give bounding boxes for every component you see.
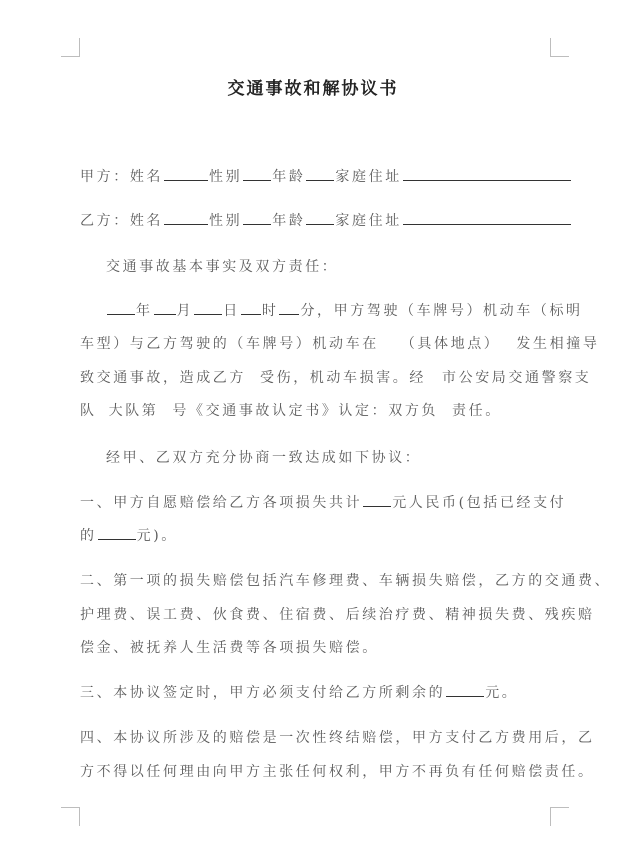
clause-2-line-3: 偿金、被抚养人生活费等各项损失赔偿。 xyxy=(80,640,379,656)
gender-label: 性别 xyxy=(209,213,243,229)
page-corner-mark-top-left xyxy=(61,38,80,57)
facts-line-1 xyxy=(106,300,583,321)
facts-text: 受伤，机动车损害。经 xyxy=(260,370,426,386)
party-b-name-field[interactable] xyxy=(164,210,208,225)
facts-text: 队 xyxy=(80,403,97,419)
clause-text: 元人民币(包括已经支付 xyxy=(392,495,567,511)
minute-field[interactable] xyxy=(279,300,299,315)
facts-heading: 交通事故基本事实及双方责任： xyxy=(106,259,339,275)
document-title: 交通事故和解协议书 xyxy=(227,79,399,99)
party-a-name-field[interactable] xyxy=(164,166,208,181)
hour-label: 时 xyxy=(261,303,279,319)
remaining-amount-field[interactable] xyxy=(446,682,484,697)
party-b-age-field[interactable] xyxy=(306,210,334,225)
party-b-line xyxy=(80,210,572,231)
hour-field[interactable] xyxy=(241,300,261,315)
address-label: 家庭住址 xyxy=(335,169,402,185)
party-a-gender-field[interactable] xyxy=(243,166,271,181)
name-label: 姓名 xyxy=(129,169,164,185)
gender-label: 性别 xyxy=(209,169,243,185)
facts-text: 发生相撞导 xyxy=(516,336,600,352)
day-label: 日 xyxy=(223,303,240,319)
party-b-label: 乙方： xyxy=(80,213,130,229)
facts-text: ，甲方驾驶（车牌号）机动车（标明 xyxy=(317,303,583,319)
year-label: 年 xyxy=(136,303,153,319)
clause-text: 的 xyxy=(80,528,97,544)
facts-line-3 xyxy=(80,368,591,388)
clause-2-line-2: 护理费、误工费、伙食费、住宿费、后续治疗费、精神损失费、残疾赔 xyxy=(80,607,595,623)
address-label: 家庭住址 xyxy=(335,213,402,229)
clause-2-line-1: 二、第一项的损失赔偿包括汽车修理费、车辆损失赔偿，乙方的交通费、 xyxy=(80,573,612,589)
total-amount-field[interactable] xyxy=(363,492,391,507)
party-a-line xyxy=(80,166,572,187)
month-label: 月 xyxy=(176,303,194,319)
clause-text: 一、甲方自愿赔偿给乙方各项损失共计 xyxy=(80,495,363,511)
facts-text: 致交通事故，造成乙方 xyxy=(80,370,246,386)
clause-text: 元。 xyxy=(485,685,519,701)
clause-4-line-2: 方不得以任何理由向甲方主张任何权利，甲方不再负有任何赔偿责任。 xyxy=(80,764,595,780)
agreement-intro: 经甲、乙双方充分协商一致达成如下协议： xyxy=(106,450,422,466)
facts-text: 车型）与乙方驾驶的（车牌号）机动车在 xyxy=(80,336,379,352)
facts-line-4 xyxy=(80,401,502,421)
age-label: 年龄 xyxy=(272,213,306,229)
clause-1-line-1 xyxy=(80,492,566,513)
party-a-label: 甲方： xyxy=(80,169,130,185)
page-corner-mark-top-right xyxy=(550,38,569,57)
party-b-gender-field[interactable] xyxy=(243,210,271,225)
facts-text: 市公安局交通警察支 xyxy=(442,370,592,386)
minute-label: 分 xyxy=(300,303,318,319)
page-corner-mark-bottom-right xyxy=(550,807,569,826)
clause-text: 元)。 xyxy=(136,528,178,544)
facts-location-text: （具体地点） xyxy=(400,336,501,352)
paid-amount-field[interactable] xyxy=(98,525,136,540)
clause-text: 三、本协议签定时，甲方必须支付给乙方所剩余的 xyxy=(80,685,446,701)
clause-1-line-2 xyxy=(80,525,178,546)
page-corner-mark-bottom-left xyxy=(61,807,80,826)
month-field[interactable] xyxy=(154,300,176,315)
facts-text: 大队第 xyxy=(108,403,159,419)
day-field[interactable] xyxy=(194,300,222,315)
age-label: 年龄 xyxy=(272,169,306,185)
name-label: 姓名 xyxy=(129,213,164,229)
clause-3-line-1 xyxy=(80,682,518,703)
party-b-address-field[interactable] xyxy=(403,210,571,225)
facts-text: 号《交通事故认定书》认定：双方负 xyxy=(172,403,439,419)
year-field[interactable] xyxy=(107,300,135,315)
party-a-address-field[interactable] xyxy=(403,166,571,181)
facts-line-2 xyxy=(80,334,599,354)
clause-4-line-1: 四、本协议所涉及的赔偿是一次性终结赔偿，甲方支付乙方费用后，乙 xyxy=(80,730,595,746)
party-a-age-field[interactable] xyxy=(306,166,334,181)
facts-text: 责任。 xyxy=(452,403,502,419)
